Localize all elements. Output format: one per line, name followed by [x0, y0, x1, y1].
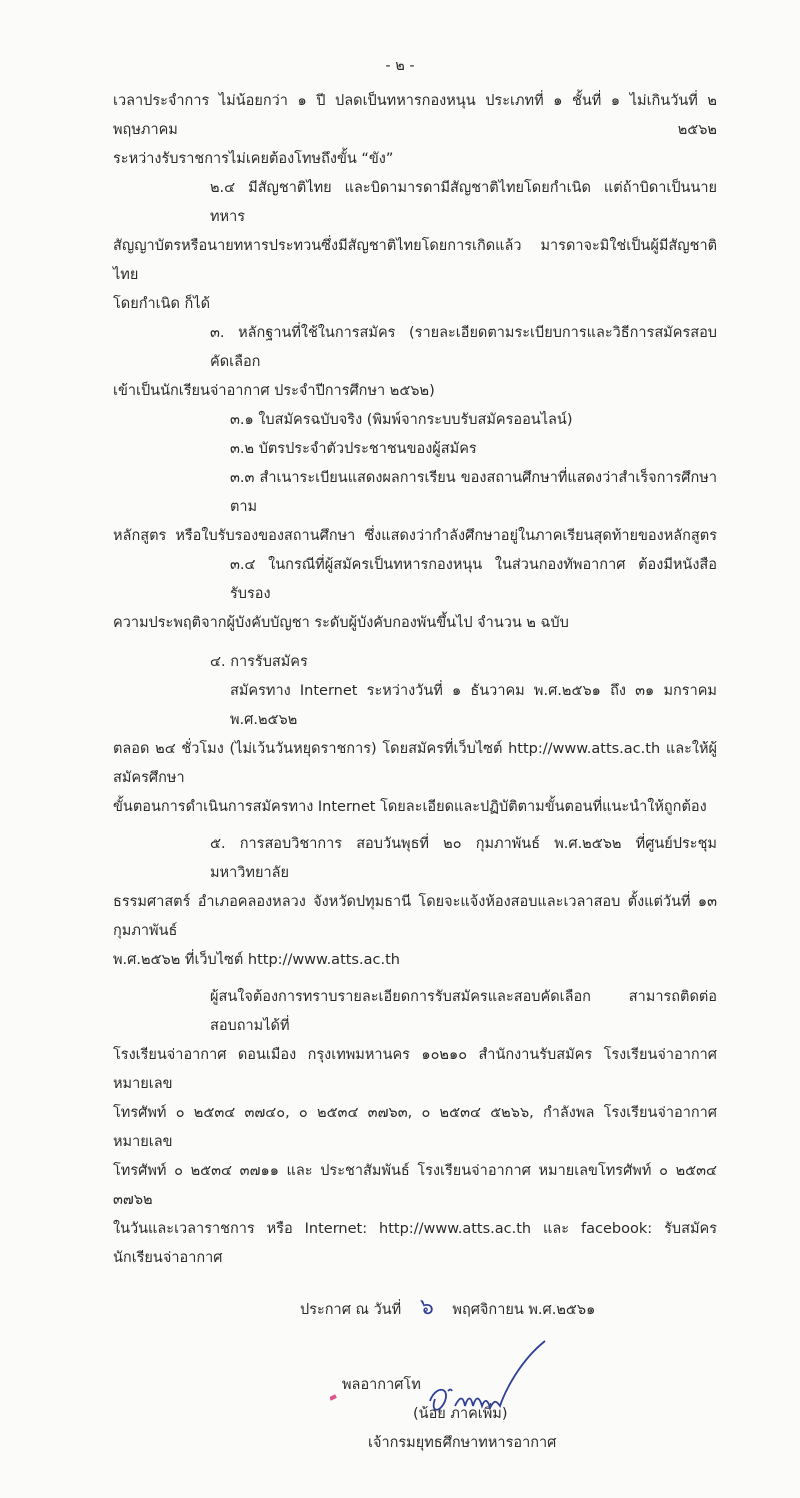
announcement-prefix: ประกาศ ณ วันที่ [300, 1302, 402, 1318]
text-line: โรงเรียนจ่าอากาศ ดอนเมือง กรุงเทพมหานคร ๑๐๒๑๐ สำนักงานรับสมัคร โรงเรียนจ่าอากาศ หมายเลข [113, 1047, 717, 1092]
text-line: ในวันและเวลาราชการ หรือ Internet: http://www.atts.ac.th และ facebook: รับสมัครนักเรียนจ่าอากาศ [113, 1221, 717, 1266]
text-line: ๓. หลักฐานที่ใช้ในการสมัคร (รายละเอียดตามระเบียบการและวิธีการสมัครสอบคัดเลือก [210, 325, 717, 370]
signatory-rank: พลอากาศโท [342, 1377, 421, 1393]
signatory-name: (น้อย ภาคเพิ่ม) [413, 1406, 508, 1422]
text-line: เข้าเป็นนักเรียนจ่าอากาศ ประจำปีการศึกษา ๒๕๖๒) [113, 383, 435, 399]
text-line: โทรศัพท์ ๐ ๒๕๓๔ ๓๗๑๑ และ ประชาสัมพันธ์ โรงเรียนจ่าอากาศ หมายเลขโทรศัพท์ ๐ ๒๕๓๔ ๓๗๖๒ [113, 1163, 717, 1208]
text-line: ความประพฤติจากผู้บังคับบัญชา ระดับผู้บังคับกองพันขึ้นไป จำนวน ๒ ฉบับ [113, 615, 569, 631]
text-line: ธรรมศาสตร์ อำเภอคลองหลวง จังหวัดปทุมธานี โดยจะแจ้งห้องสอบและเวลาสอบ ตั้งแต่วันที่ ๑๓ กุมภาพันธ์ [113, 894, 717, 939]
section-heading: ๔. การรับสมัคร [210, 654, 308, 670]
text-line: ตลอด ๒๔ ชั่วโมง (ไม่เว้นวันหยุดราชการ) โดยสมัครที่เว็บไซต์ http://www.atts.ac.th และให้ผู้สมัครศึกษา [113, 741, 717, 786]
text-line: ๓.๑ ใบสมัครฉบับจริง (พิมพ์จากระบบรับสมัครออนไลน์) [230, 412, 573, 428]
text-line: ๒.๔ มีสัญชาติไทย และบิดามารดามีสัญชาติไทยโดยกำเนิด แต่ถ้าบิดาเป็นนายทหาร [210, 180, 717, 225]
signature-block [113, 1341, 717, 1458]
text-line: ๕. การสอบวิชาการ สอบวันพุธที่ ๒๐ กุมภาพันธ์ พ.ศ.๒๕๖๒ ที่ศูนย์ประชุม มหาวิทยาลัย [210, 836, 717, 881]
announcement-month-year: พฤศจิกายน พ.ศ.๒๕๖๑ [452, 1302, 596, 1318]
signatory-position: เจ้ากรมยุทธศึกษาทหารอากาศ [368, 1435, 557, 1451]
text-line: เวลาประจำการ ไม่น้อยกว่า ๑ ปี ปลดเป็นทหารกองหนุน ประเภทที่ ๑ ชั้นที่ ๑ ไม่เกินวันที่ ๒ พฤษภาคม ๒๕๖๒ [113, 93, 717, 138]
announcement-date [113, 1291, 717, 1327]
text-line: ขั้นตอนการดำเนินการสมัครทาง Internet โดยละเอียดและปฏิบัติตามขั้นตอนที่แนะนำให้ถูกต้อง [113, 799, 707, 815]
text-line: ๓.๓ สำเนาระเบียนแสดงผลการเรียน ของสถานศึกษาที่แสดงว่าสำเร็จการศึกษาตาม [230, 470, 717, 515]
text-line: สมัครทาง Internet ระหว่างวันที่ ๑ ธันวาคม พ.ศ.๒๕๖๑ ถึง ๓๑ มกราคม พ.ศ.๒๕๖๒ [230, 683, 717, 728]
text-line: ๓.๒ บัตรประจำตัวประชาชนของผู้สมัคร [230, 441, 477, 457]
text-line: หลักสูตร หรือใบรับรองของสถานศึกษา ซึ่งแสดงว่ากำลังศึกษาอยู่ในภาคเรียนสุดท้ายของหลักสูตร [113, 528, 717, 544]
text-line: ระหว่างรับราชการไม่เคยต้องโทษถึงขั้น “ขัง” [113, 151, 394, 167]
text-line: สัญญาบัตรหรือนายทหารประทวนซึ่งมีสัญชาติไทยโดยการเกิดแล้ว มารดาจะมิใช่เป็นผู้มีสัญชาติไทย [113, 238, 717, 283]
text-line: ๓.๔ ในกรณีที่ผู้สมัครเป็นทหารกองหนุน ในส่วนกองทัพอากาศ ต้องมีหนังสือรับรอง [230, 557, 717, 602]
text-line: โทรศัพท์ ๐ ๒๕๓๔ ๓๗๔๐, ๐ ๒๕๓๔ ๓๗๖๓, ๐ ๒๕๓๔ ๕๒๖๖, กำลังพล โรงเรียนจ่าอากาศ หมายเลข [113, 1105, 717, 1150]
handwritten-day: ๖ [419, 1295, 434, 1320]
text-line: พ.ศ.๒๕๖๒ ที่เว็บไซต์ http://www.atts.ac.th [113, 952, 400, 968]
text-line: โดยกำเนิด ก็ได้ [113, 296, 211, 312]
page-number: - ๒ - [385, 58, 415, 74]
text-line: ผู้สนใจต้องการทราบรายละเอียดการรับสมัครและสอบคัดเลือก สามารถติดต่อสอบถามได้ที่ [210, 989, 717, 1034]
